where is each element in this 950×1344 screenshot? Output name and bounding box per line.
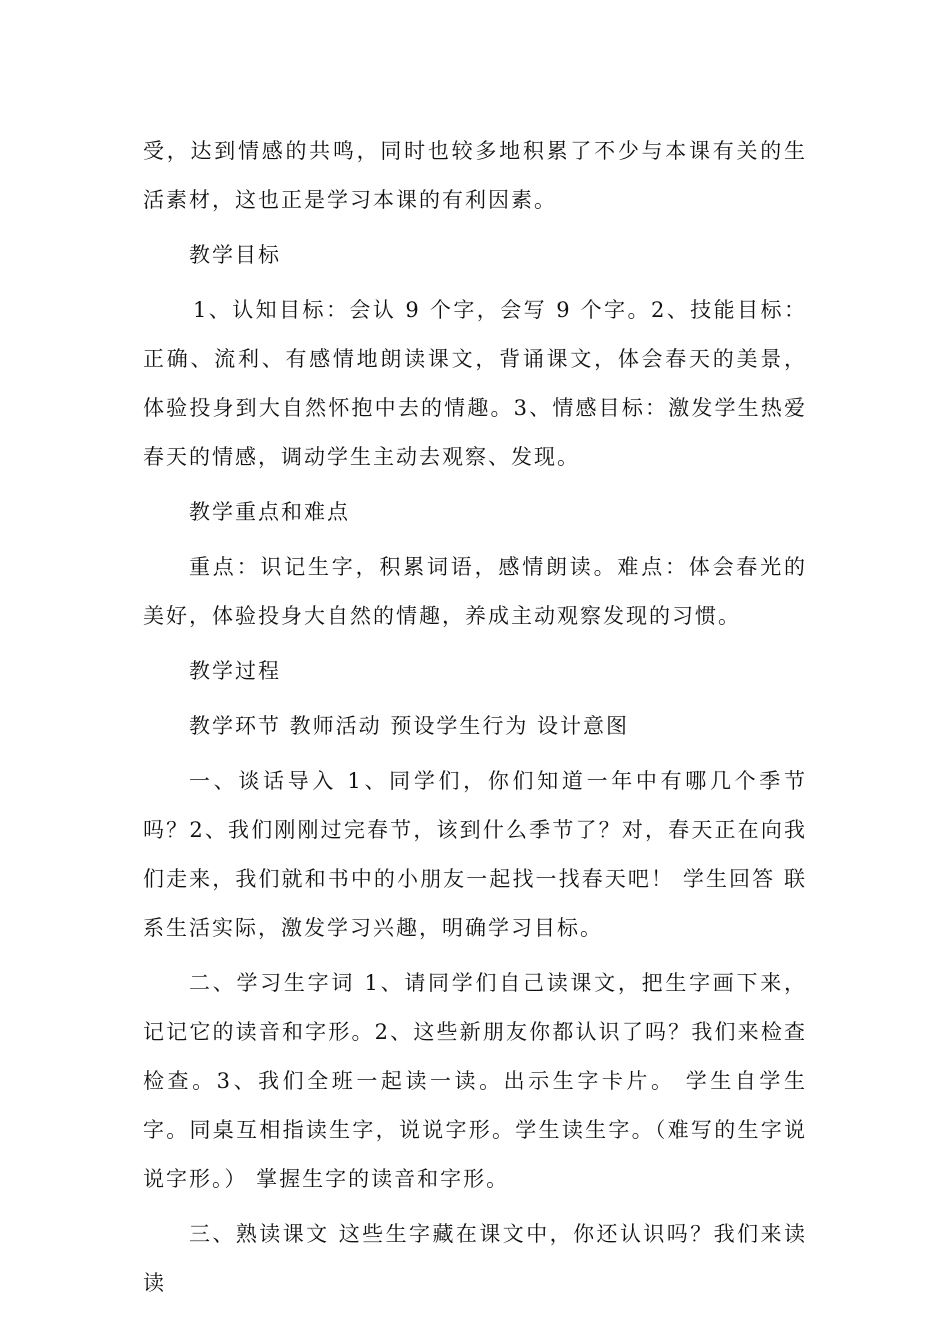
paragraph-table-header: 教学环节 教师活动 预设学生行为 设计意图 xyxy=(189,714,630,738)
body-text xyxy=(143,127,807,1308)
paragraph-step-two: 二、学习生字词 1、请同学们自己读课文，把生字画下来，记记它的读音和字形。2、这些新朋友你都认识了吗？我们来检查检查。3、我们全班一起读一读。出示生字卡片。 学生自学生字。同桌互相指读生字，说说字形。学生读生字。（难写的生字说说字形。） 掌握生字的读音和字形。 xyxy=(143,971,807,1191)
paragraph-step-one: 一、谈话导入 1、同学们，你们知道一年中有哪几个季节吗？2、我们刚刚过完春节，该到什么季节了？对，春天正在向我们走来，我们就和书中的小朋友一起找一找春天吧！ 学生回答 联系生活实际，激发学习兴趣，明确学习目标。 xyxy=(143,769,807,940)
paragraph-goals: 1、认知目标：会认 9 个字，会写 9 个字。2、技能目标：正确、流利、有感情地朗读课文，背诵课文，体会春天的美景，体验投身到大自然怀抱中去的情趣。3、情感目标：激发学生热爱春天的情感，调动学生主动去观察、发现。 xyxy=(143,298,807,469)
paragraph-step-three: 三、熟读课文 这些生字藏在课文中，你还认识吗？我们来读读 xyxy=(143,1222,807,1295)
paragraph-continuation: 受，达到情感的共鸣，同时也较多地积累了不少与本课有关的生活素材，这也正是学习本课的有利因素。 xyxy=(143,139,807,212)
heading-process: 教学过程 xyxy=(189,659,281,683)
heading-key-points: 教学重点和难点 xyxy=(189,500,350,524)
heading-teaching-goals: 教学目标 xyxy=(189,243,281,267)
paragraph-key-points: 重点：识记生字，积累词语，感情朗读。难点：体会春光的美好，体验投身大自然的情趣，养成主动观察发现的习惯。 xyxy=(143,555,807,628)
